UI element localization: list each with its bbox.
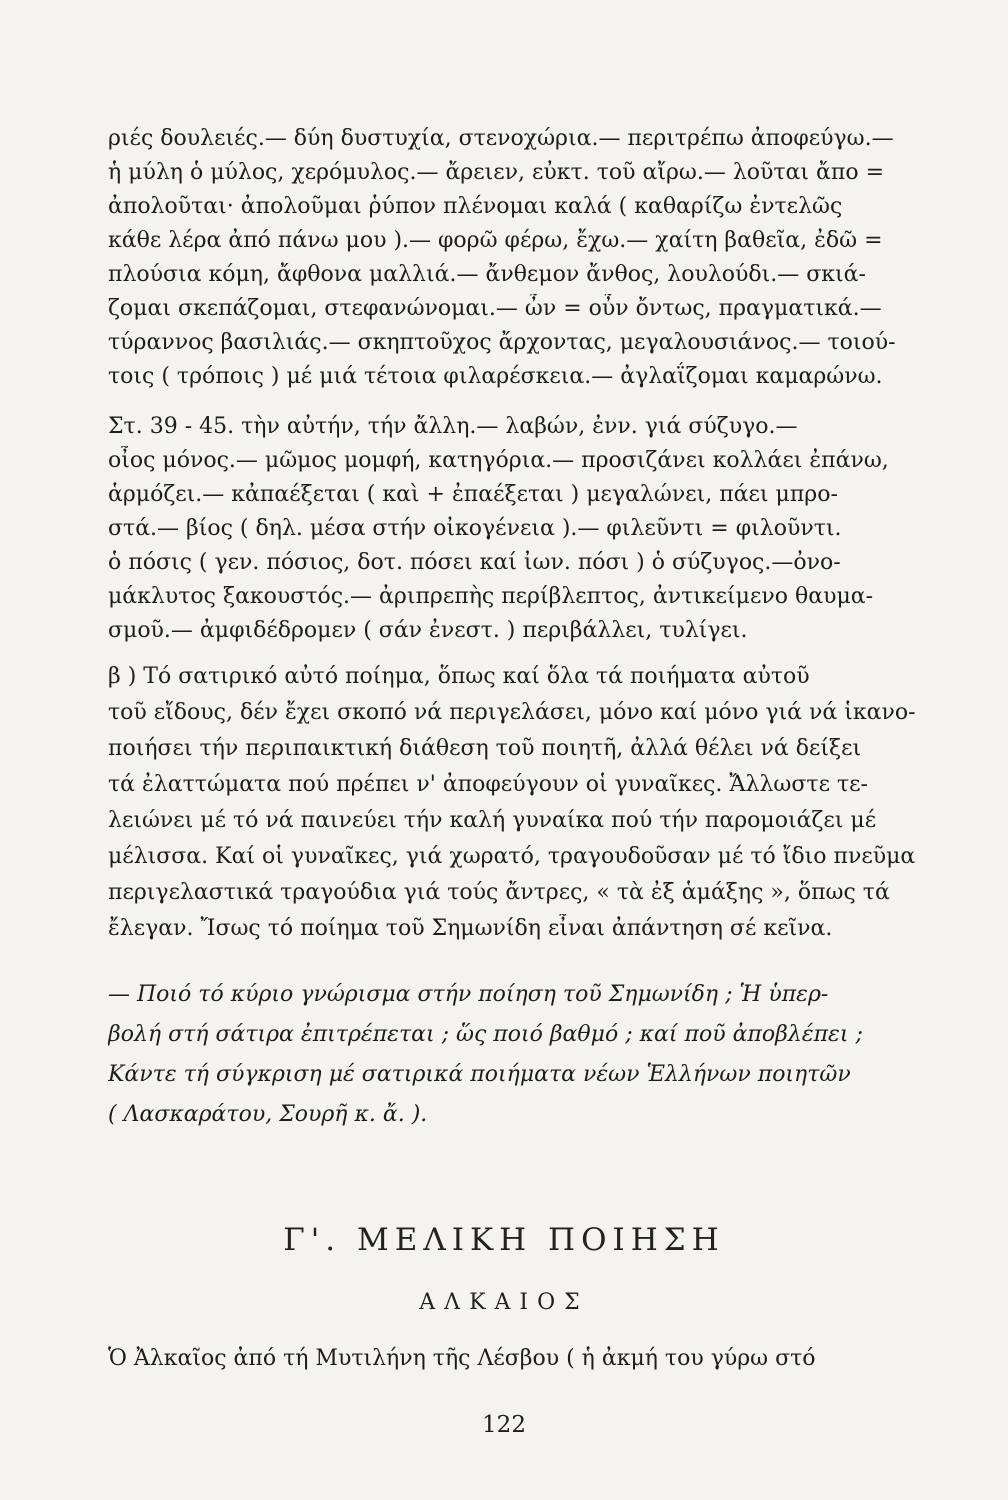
text-line: κάθε λέρα ἀπό πάνω μου ).— φορῶ φέρω, ἔχω.— χαίτη βαθεῖα, ἐδῶ = (108, 228, 883, 253)
text-line: λειώνει μέ τό νά παινεύει τήν καλή γυναίκα πού τήν παρομοιάζει μέ (108, 808, 877, 833)
text-line: Στ. 39 - 45. τὴν αὐτήν, τήν ἄλλη.— λαβών, ἐνν. γιά σύζυγο.— (108, 414, 798, 439)
question-line: ( Λασκαράτου, Σουρῆ κ. ἄ. ). (108, 1102, 428, 1127)
section-heading: Γ'. ΜΕΛΙΚΗ ΠΟΙΗΣΗ (283, 1222, 725, 1258)
text-line: ὁ πόσις ( γεν. πόσιος, δοτ. πόσει καί ἰων. πόσι ) ὁ σύζυγος.—ὀνο- (108, 550, 841, 575)
text-line: τά ἐλαττώματα πού πρέπει ν' ἀποφεύγουν οἱ γυναῖκες. Ἄλλωστε τε- (108, 772, 868, 797)
question-line: — Ποιό τό κύριο γνώρισμα στήν ποίηση τοῦ Σημωνίδη ; Ἡ ὑπερ- (108, 982, 829, 1007)
section-subheading: ΑΛΚΑΙΟΣ (419, 1290, 589, 1315)
question-line: βολή στή σάτιρα ἐπιτρέπεται ; ὥς ποιό βαθμό ; καί ποῦ ἀποβλέπει ; (108, 1022, 863, 1047)
text-line: πλούσια κόμη, ἄφθονα μαλλιά.— ἄνθεμον ἄνθος, λουλούδι.— σκιά- (108, 262, 866, 287)
text-line: ριές δουλειές.— δύη δυστυχία, στενοχώρια.— περιτρέπω ἀποφεύγω.— (108, 126, 894, 151)
text-line: οἶος μόνος.— μῶμος μομφή, κατηγόρια.— προσιζάνει κολλάει ἐπάνω, (108, 448, 889, 473)
text-line: τοῦ εἴδους, δέν ἔχει σκοπό νά περιγελάσει, μόνο καί μόνο γιά νά ἱκανο- (108, 700, 916, 725)
page-number: 122 (482, 1412, 526, 1438)
question-line: Κάντε τή σύγκριση μέ σατιρικά ποιήματα νέων Ἑλλήνων ποιητῶν (108, 1062, 851, 1087)
intro-line: Ὁ Ἀλκαῖος ἀπό τή Μυτιλήνη τῆς Λέσβου ( ἡ ἀκμή του γύρω στό (108, 1346, 816, 1371)
text-line: τοις ( τρόποις ) μέ μιά τέτοια φιλαρέσκεια.— ἀγλαΐζομαι καμαρώνω. (108, 364, 883, 389)
text-line: μέλισσα. Καί οἱ γυναῖκες, γιά χωρατό, τραγουδοῦσαν μέ τό ἴδιο πνεῦμα (108, 844, 916, 869)
text-line: ἁρμόζει.— κἀπαέξεται ( καὶ + ἐπαέξεται ) μεγαλώνει, πάει μπρο- (108, 482, 838, 507)
text-line: στά.— βίος ( δηλ. μέσα στήν οἰκογένεια ).— φιλεῦντι = φιλοῦντι. (108, 516, 842, 541)
text-line: περιγελαστικά τραγούδια γιά τούς ἄντρες, « τὰ ἐξ ἁμάξης », ὅπως τά (108, 880, 890, 905)
text-line: σμοῦ.— ἀμφιδέδρομεν ( σάν ἐνεστ. ) περιβάλλει, τυλίγει. (108, 618, 748, 643)
text-line: ἡ μύλη ὁ μύλος, χερόμυλος.— ἄρειεν, εὐκτ. τοῦ αἴρω.— λοῦται ἄπο = (108, 160, 885, 185)
text-line: ἀπολοῦται· ἀπολοῦμαι ῥύπον πλένομαι καλά ( καθαρίζω ἐντελῶς (108, 194, 843, 219)
text-line: μάκλυτος ξακουστός.— ἀριπρεπὴς περίβλεπτος, ἀντικείμενο θαυμα- (108, 584, 874, 609)
text-line: ποιήσει τήν περιπαικτική διάθεση τοῦ ποιητῆ, ἀλλά θέλει νά δείξει (108, 736, 862, 761)
text-line: ζομαι σκεπάζομαι, στεφανώνομαι.— ὦν = οὖν ὄντως, πραγματικά.— (108, 296, 882, 321)
text-line: ἔλεγαν. Ἴσως τό ποίημα τοῦ Σημωνίδη εἶναι ἀπάντηση σέ κεῖνα. (108, 916, 833, 941)
text-line: β ) Τό σατιρικό αὐτό ποίημα, ὅπως καί ὅλα τά ποιήματα αὐτοῦ (108, 664, 810, 689)
text-line: τύραννος βασιλιάς.— σκηπτοῦχος ἄρχοντας, μεγαλουσιάνος.— τοιού- (108, 330, 896, 355)
